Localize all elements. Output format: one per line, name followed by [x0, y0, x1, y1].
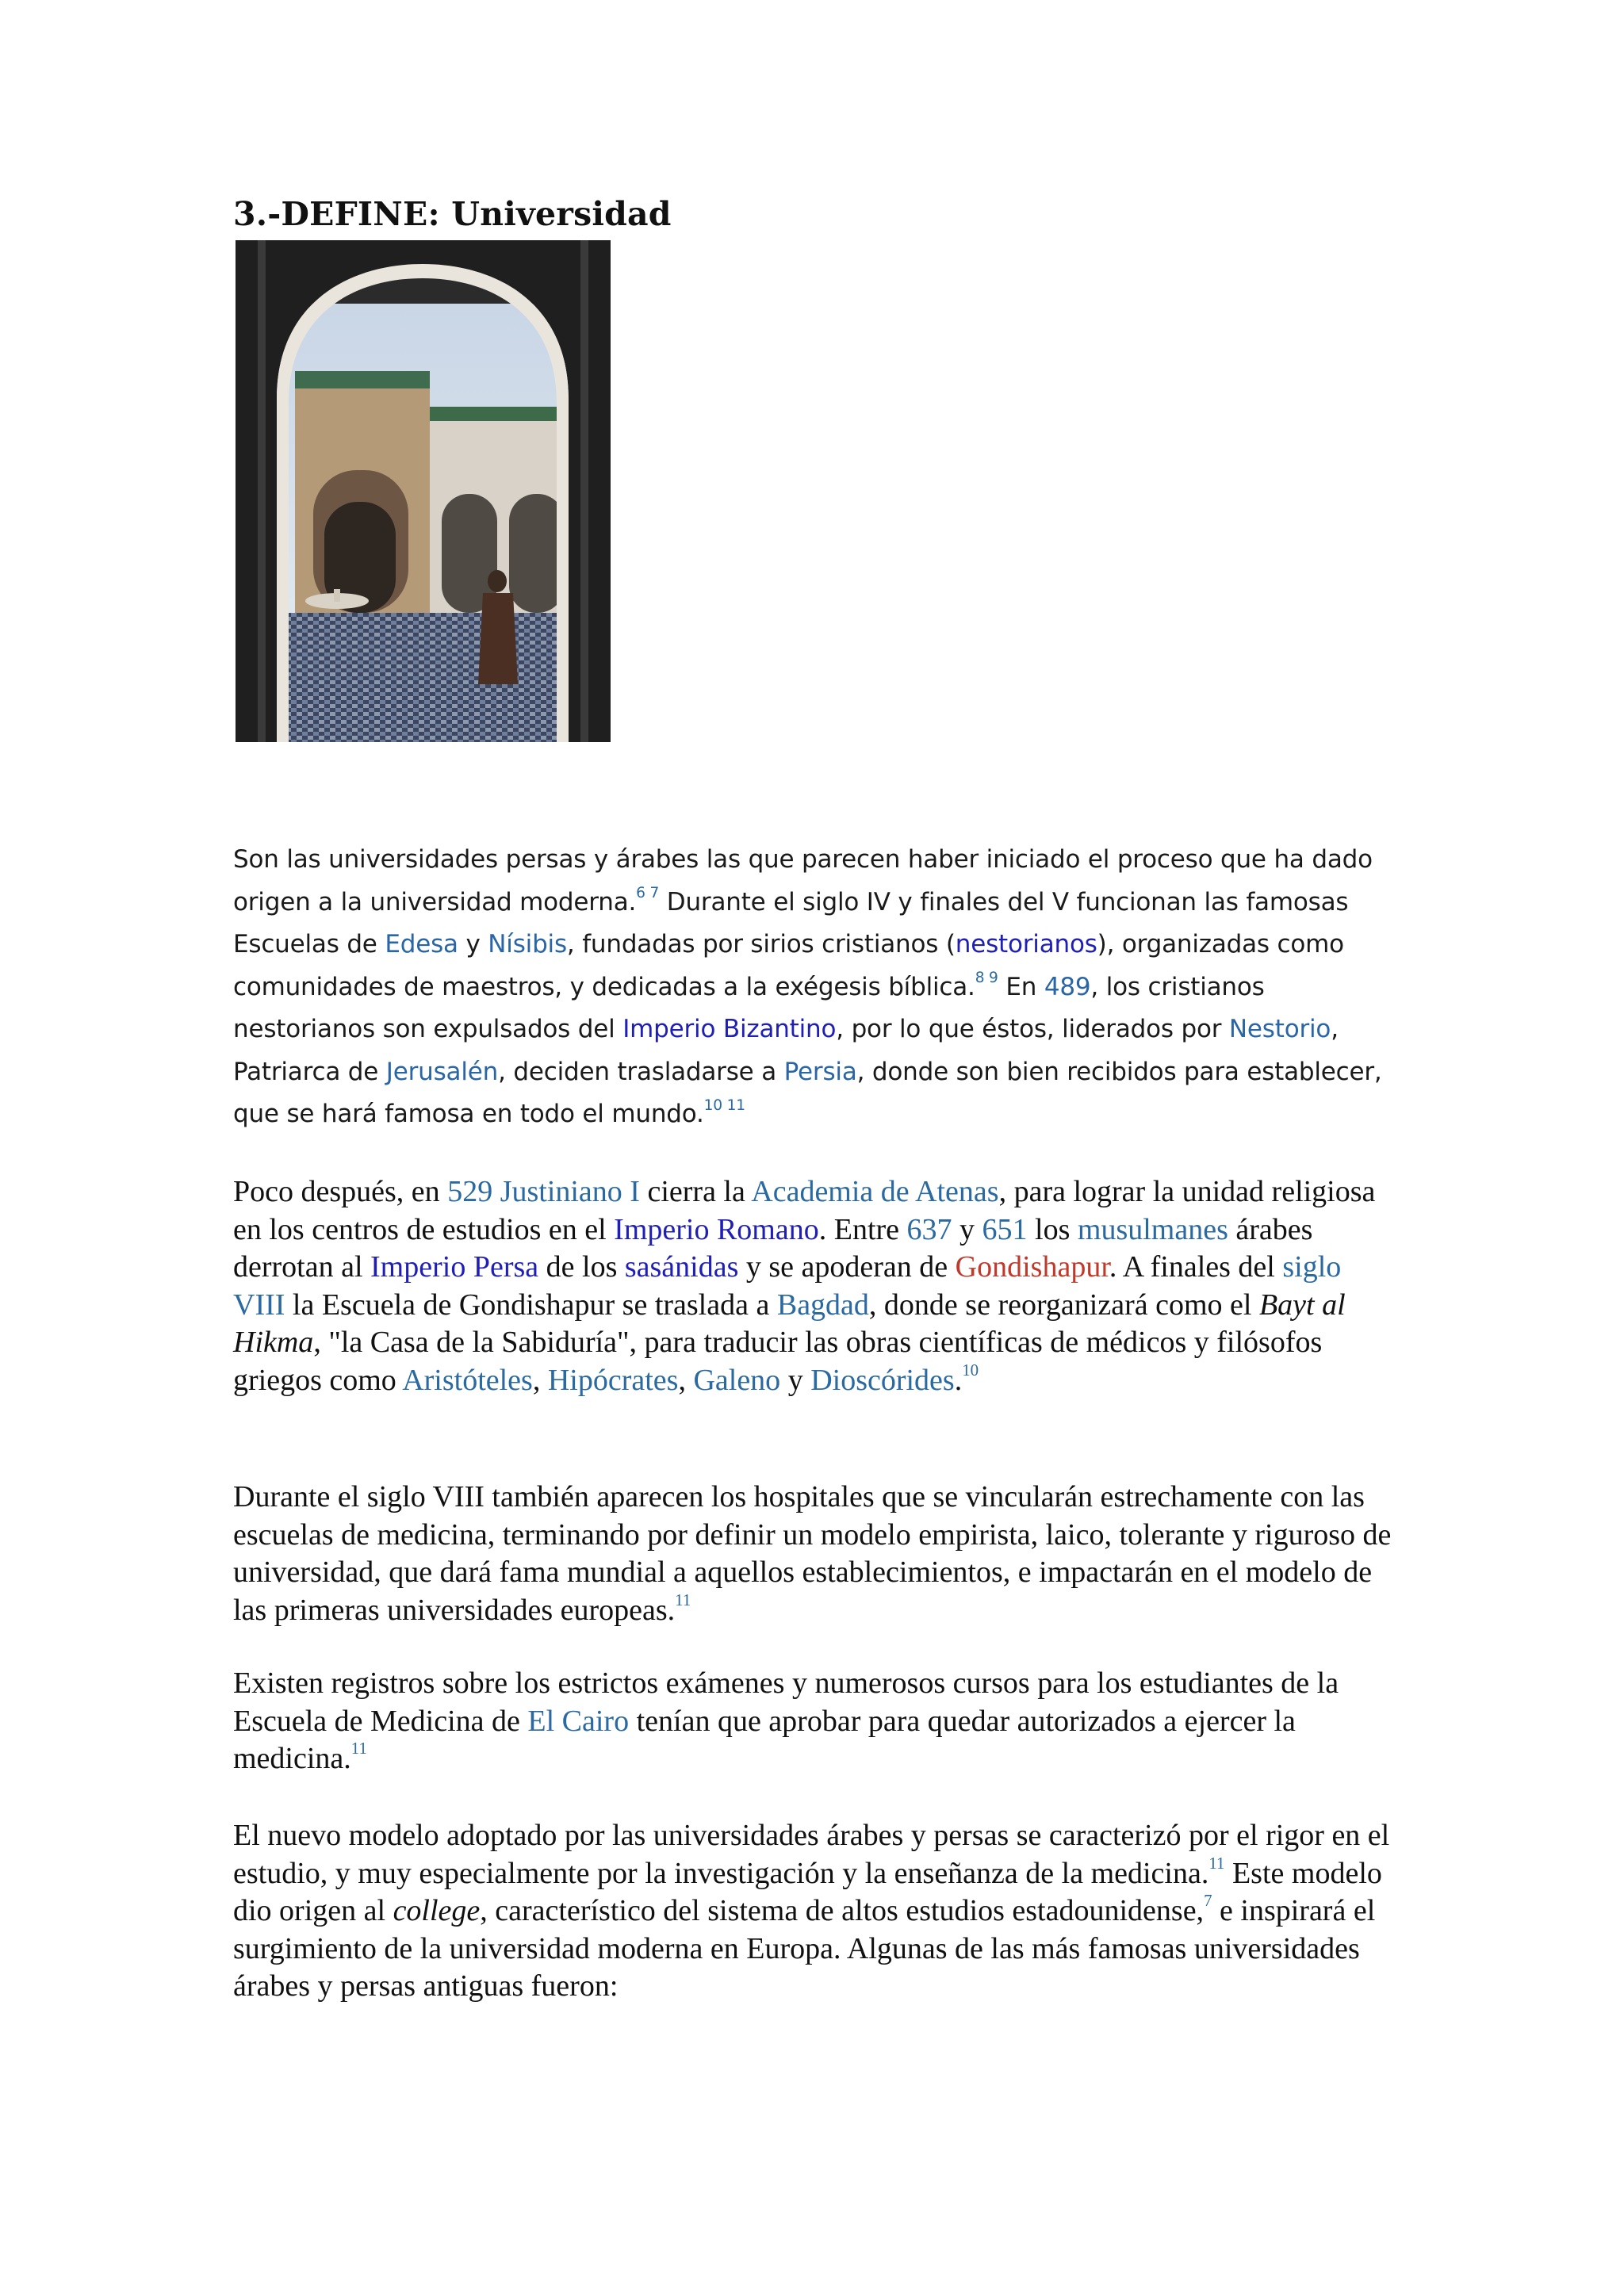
link-hipocrates[interactable]: Hipócrates [547, 1363, 679, 1397]
text: , Patriarca de [233, 1015, 1339, 1086]
text: Durante el siglo IV y finales del V funcionan las famosas Escuelas de [233, 887, 1349, 959]
citation-ref[interactable]: 11 [675, 1590, 691, 1609]
text: de los [538, 1250, 625, 1284]
text: , donde se reorganizará como el [868, 1288, 1259, 1322]
paragraph-4 [233, 1665, 1399, 1778]
text: los [1027, 1212, 1078, 1246]
text: Son las universidades persas y árabes las que parecen haber iniciado el proceso que ha dado origen a la universidad moderna. [233, 845, 1373, 916]
text: , [678, 1363, 694, 1397]
link-imperio-romano[interactable]: Imperio Romano [614, 1212, 819, 1246]
citation-ref[interactable] [636, 885, 659, 901]
text: y se apoderan de [738, 1250, 956, 1284]
link-529[interactable]: 529 [447, 1175, 493, 1208]
citation-number[interactable]: 9 [989, 970, 998, 987]
text: e inspirará el surgimiento de la universidad moderna en Europa. Algunas de las más famosas universidades árabes y persas antiguas fueron: [233, 1894, 1376, 2003]
text: , fundadas por sirios cristianos ( [566, 930, 956, 959]
link-imperio-persa[interactable]: Imperio Persa [370, 1250, 539, 1284]
link-siglo-viii[interactable]: siglo VIII [233, 1250, 1342, 1322]
text: Durante el siglo VIII también aparecen los hospitales que se vincularán estrechamente con las escuelas de medicina, terminando por definir un modelo empirista, laico, tolerante y riguroso de universidad, que dará fama mundial a aquellos establecimientos, e impactarán en el modelo de las primeras universidades europeas. [233, 1480, 1392, 1627]
citation-ref[interactable]: 7 [1204, 1891, 1212, 1911]
text: , característico del sistema de altos estudios estadounidense, [480, 1894, 1205, 1927]
page-title: 3.-DEFINE: Universidad [233, 195, 672, 233]
text: tenían que aprobar para quedar autorizados a ejercer la medicina. [233, 1704, 1296, 1775]
text: Este modelo dio origen al [233, 1856, 1382, 1927]
citation-ref[interactable]: 11 [1208, 1853, 1225, 1873]
text: . A finales del [1109, 1250, 1283, 1284]
citation-ref[interactable] [704, 1097, 745, 1114]
text: ), organizadas como comunidades de maestros, y dedicadas a la exégesis bíblica. [233, 930, 1344, 1001]
text: la Escuela de Gondishapur se traslada a [285, 1288, 777, 1322]
link-musulmanes[interactable]: musulmanes [1077, 1212, 1228, 1246]
text: Poco después, en [233, 1175, 448, 1208]
text: , [532, 1363, 548, 1397]
text: y [952, 1212, 982, 1246]
link-nestorio[interactable]: Nestorio [1228, 1015, 1331, 1043]
paragraph-1 [233, 839, 1399, 1136]
link-jerusalen[interactable]: Jerusalén [385, 1057, 499, 1086]
citation-number[interactable]: 6 [636, 885, 645, 902]
link-persia[interactable]: Persia [783, 1057, 857, 1086]
link-edesa[interactable]: Edesa [385, 930, 458, 959]
link-dioscorides[interactable]: Dioscórides [810, 1363, 955, 1397]
text: . [954, 1363, 963, 1397]
citation-ref[interactable]: 10 [962, 1360, 979, 1380]
link-nestorianos[interactable]: nestorianos [955, 930, 1097, 959]
paragraph-2 [233, 1173, 1399, 1399]
text: y [780, 1363, 811, 1397]
text: , donde son bien recibidos para establecer, que se hará famosa en todo el mundo. [233, 1057, 1382, 1128]
link-aristoteles[interactable]: Aristóteles [402, 1363, 533, 1397]
text: En [998, 972, 1044, 1001]
text: y [458, 930, 488, 959]
link-637[interactable]: 637 [906, 1212, 952, 1246]
link-galeno[interactable]: Galeno [693, 1363, 781, 1397]
link-justiniano[interactable]: Justiniano I [500, 1175, 640, 1208]
text: Existen registros sobre los estrictos exámenes y numerosos cursos para los estudiantes de la Escuela de Medicina de [233, 1667, 1339, 1738]
link-el-cairo[interactable]: El Cairo [527, 1704, 630, 1738]
text: cierra la [639, 1175, 752, 1208]
paragraph-5 [233, 1817, 1399, 2006]
link-651[interactable]: 651 [982, 1212, 1028, 1246]
text: , los cristianos nestorianos son expulsados del [233, 972, 1265, 1043]
text: , para lograr la unidad religiosa en los centros de estudios en el [233, 1175, 1376, 1246]
link-imperio-bizantino[interactable]: Imperio Bizantino [622, 1015, 837, 1043]
link-489[interactable]: 489 [1044, 972, 1091, 1001]
text: , deciden trasladarse a [498, 1057, 784, 1086]
text: , por lo que éstos, liderados por [836, 1015, 1229, 1043]
link-academia-de-atenas[interactable]: Academia de Atenas [751, 1175, 999, 1208]
citation-ref[interactable] [975, 970, 998, 986]
text: , "la Casa de la Sabiduría", para traducir las obras científicas de médicos y filósofos griegos como [233, 1326, 1323, 1397]
link-nisibis[interactable]: Nísibis [488, 930, 567, 959]
citation-number[interactable]: 11 [726, 1096, 745, 1114]
text: El nuevo modelo adoptado por las universidades árabes y persas se caracterizó por el rigor en el estudio, y muy especialmente por la investigación y la enseñanza de la medicina. [233, 1819, 1390, 1890]
link-sasanidas[interactable]: sasánidas [624, 1250, 739, 1284]
text: árabes derrotan al [233, 1212, 1313, 1284]
bayt-al-hikma-text: Bayt al Hikma [233, 1288, 1346, 1359]
citation-number[interactable]: 7 [649, 885, 660, 902]
college-text: college [393, 1894, 481, 1927]
citation-number[interactable]: 8 [975, 970, 985, 987]
link-gondishapur[interactable]: Gondishapur [955, 1250, 1109, 1284]
text: . Entre [818, 1212, 907, 1246]
courtyard-arch-photo [236, 240, 611, 742]
paragraph-3 [233, 1479, 1399, 1629]
link-bagdad[interactable]: Bagdad [776, 1288, 869, 1322]
citation-ref[interactable]: 11 [350, 1739, 367, 1758]
citation-number[interactable]: 10 [703, 1096, 722, 1114]
